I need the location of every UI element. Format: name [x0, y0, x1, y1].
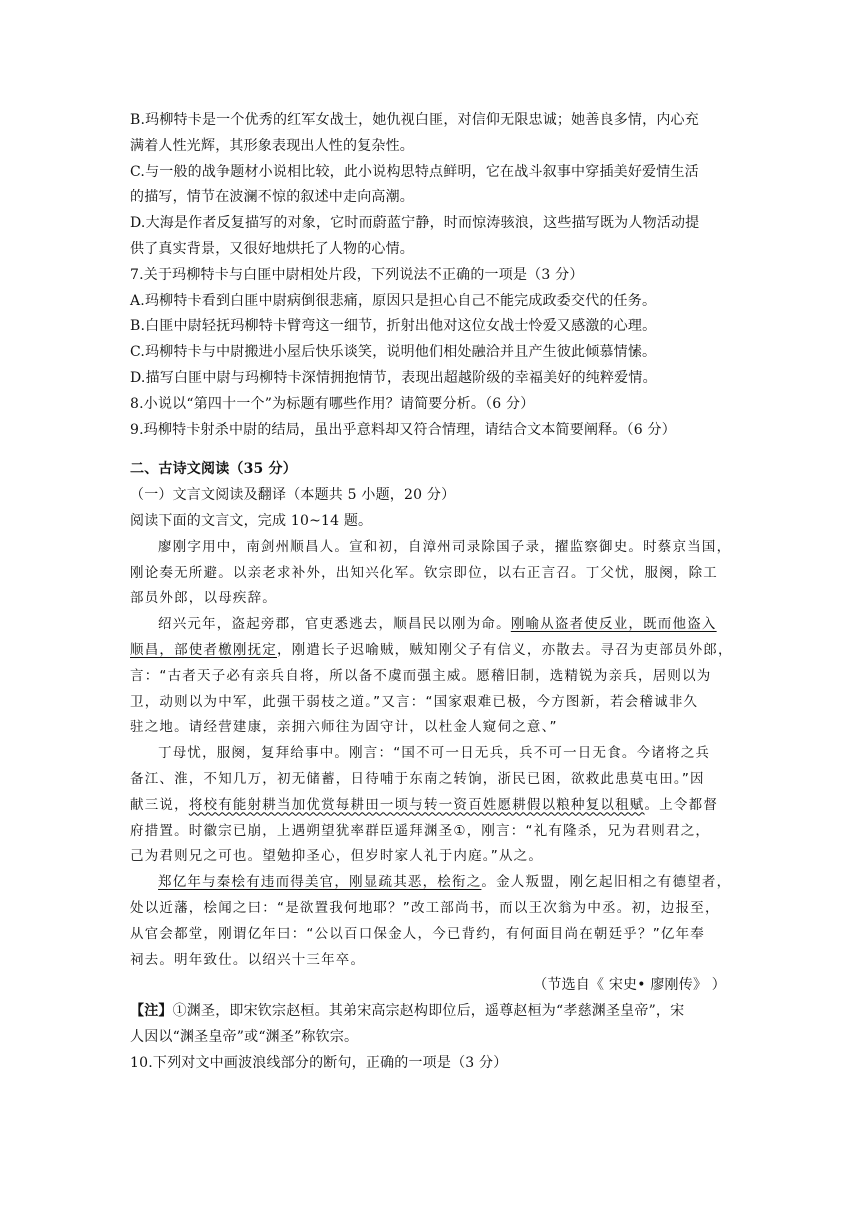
q7-option-c: C.玛柳特卡与中尉搬进小屋后快乐谈笑，说明他们相处融洽并且产生彼此倾慕情愫。 — [130, 344, 657, 361]
underlined-sentence: 刚喻从盗者使反业，既而他盗入 — [510, 616, 717, 633]
q6-option-c-line2: 的描写，情节在波澜不惊的叙述中走向高潮。 — [130, 189, 414, 206]
passage-p1-line3: 部员外郎，以母疾辞。 — [130, 590, 277, 607]
passage-p4-line4: 祠去。明年致仕。以绍兴十三年卒。 — [130, 951, 366, 968]
passage-p2-line5: 驻之地。请经营建康，亲拥六师往为固守计，以杜金人窥伺之意、” — [130, 719, 558, 736]
footnote-line2: 人因以“渊圣皇帝”或“渊圣”称钦宗。 — [130, 1028, 359, 1045]
passage-p2-line1: 绍兴元年，盗起旁郡，官吏悉逃去，顺昌民以刚为命。刚喻从盗者使反业，既而他盗入 — [158, 616, 717, 633]
q6-option-d-line1: D.大海是作者反复描写的对象，它时而蔚蓝宁静，时而惊涛骇浪，这些描写既为人物活动提 — [130, 215, 700, 232]
passage-p4-line3: 从官会都堂，刚谓亿年曰：“公以百口保金人，今已背约，有何面目尚在朝廷乎？”亿年奉 — [130, 925, 705, 942]
q7-stem: 7.关于玛柳特卡与白匪中尉相处片段，下列说法不正确的一项是（3 分） — [130, 266, 584, 283]
underlined-sentence: 郑亿年与秦桧有违而得美官，刚显疏其恶，桧衔之 — [158, 874, 482, 891]
underlined-sentence: 顺昌，部使者檄刚抚定 — [130, 641, 277, 658]
passage-p2-line3: 言：“古者天子必有亲兵自将，所以备不虞而强主威。愿稽旧制，选精锐为亲兵，居则以为 — [130, 667, 712, 684]
subsection-title: （一）文言文阅读及翻译（本题共 5 小题，20 分） — [130, 487, 456, 504]
passage-p1-line1: 廖刚字用中，南剑州顺昌人。宣和初，自漳州司录除国子录，擢监察御史。时蔡京当国， — [158, 538, 732, 555]
q6-option-c-line1: C.与一般的战争题材小说相比较，此小说构思特点鲜明，它在战斗叙事中穿插美好爱情生活 — [130, 163, 699, 180]
q10-stem: 10.下列对文中画波浪线部分的断句，正确的一项是（3 分） — [130, 1054, 508, 1071]
q8-stem: 8.小说以“第四十一个”为标题有哪些作用？请简要分析。（6 分） — [130, 395, 535, 412]
q7-option-a: A.玛柳特卡看到白匪中尉病倒很悲痛，原因只是担心自己不能完成政委交代的任务。 — [130, 292, 657, 309]
q6-option-d-line2: 供了真实背景，又很好地烘托了人物的心情。 — [130, 240, 414, 257]
passage-p3-line4: 府措置。时徽宗已崩，上遇朔望犹率群臣遥拜渊圣①，刚言：“礼有隆杀，兄为君则君之， — [130, 822, 711, 839]
footnote-line1: 【注】①渊圣，即宋钦宗赵桓。其弟宋高宗赵构即位后，遥尊赵桓为“孝慈渊圣皇帝”，宋 — [130, 1003, 685, 1020]
note-tag: 【注】 — [130, 1003, 173, 1020]
q6-option-b-line1: B.玛柳特卡是一个优秀的红军女战士，她仇视白匪，对信仰无限忠诚；她善良多情，内心充 — [130, 112, 699, 128]
q7-option-d: D.描写白匪中尉与玛柳特卡深情拥抱情节，表现出超越阶级的幸福美好的纯粹爱情。 — [130, 369, 657, 386]
document-page — [130, 108, 733, 1076]
passage-p4-line2: 处以近藩，桧闻之曰：“是欲置我何地耶？”改工部尚书，而以王次翁为中丞。初，边报至， — [130, 899, 720, 916]
section-title: 二、古诗文阅读（35 分） — [130, 461, 297, 478]
wavy-underlined-sentence: 将校有能射耕当加优赏每耕田一顷与转一资百姓愿耕假以粮种复以租赋 — [188, 796, 645, 813]
passage-p3-line3: 献三说，将校有能射耕当加优赏每耕田一顷与转一资百姓愿耕假以粮种复以租赋。上令都督 — [130, 796, 719, 813]
reading-instruction: 阅读下面的文言文，完成 10~14 题。 — [130, 512, 373, 529]
passage-p4-line1: 郑亿年与秦桧有违而得美官，刚显疏其恶，桧衔之。金人叛盟，刚乞起旧相之有德望者， — [158, 874, 732, 891]
passage-source: （节选自《 宋史• 廖刚传》 ） — [533, 977, 726, 994]
q7-option-b: B.白匪中尉轻抚玛柳特卡臂弯这一细节，折射出他对这位女战士怜爱又感激的心理。 — [130, 318, 657, 335]
q9-stem: 9.玛柳特卡射杀中尉的结局，虽出乎意料却又符合情理，请结合文本简要阐释。（6 分） — [130, 421, 676, 438]
passage-p3-line1: 丁母忧，服阕，复拜给事中。刚言：“国不可一日无兵，兵不可一日无食。今诸将之兵 — [158, 745, 711, 762]
passage-p3-line2: 备江、淮，不知几万，初无储蓄，日待哺于东南之转饷，浙民已困，欲救此患莫屯田。”因 — [130, 770, 705, 787]
passage-p2-line2: 顺昌，部使者檄刚抚定，刚遣长子迟喻贼，贼知刚父子有信义，亦散去。寻召为吏部员外郎， — [130, 641, 733, 658]
q6-option-b-line2: 满着人性光辉，其形象表现出人性的复杂性。 — [130, 137, 414, 154]
passage-p1-line2: 刚论奏无所避。以亲老求补外，出知兴化军。钦宗即位，以右正言召。丁父忧，服阕，除工 — [130, 564, 718, 581]
passage-p2-line4: 卫，动则以为中军，此强干弱枝之道。”又言：“国家艰难已极，今方图新，若会稽诚非久 — [130, 693, 699, 710]
passage-p3-line5: 己为君则兄之可也。望勉抑圣心，但岁时家人礼于内庭。”从之。 — [130, 848, 544, 865]
